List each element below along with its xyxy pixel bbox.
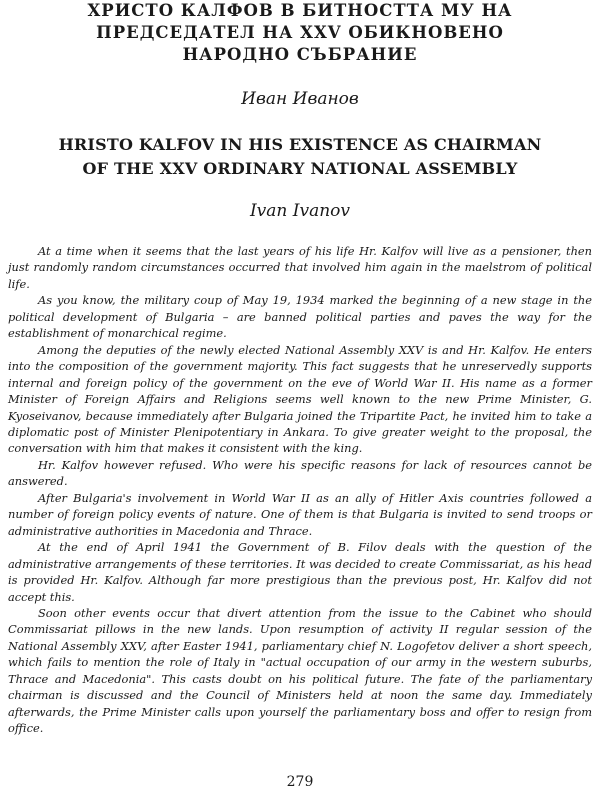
title-english-line: HRISTO KALFOV IN HIS EXISTENCE AS CHAIRMAN bbox=[58, 135, 542, 154]
paragraph: As you know, the military coup of May 19, 1934 marked the beginning of a new stage in the political development of Bulgaria – are banned political parties and paves the way for the establishment of monarchical regime. bbox=[8, 293, 592, 341]
title-bulgarian-line: ПРЕДСЕДАТЕЛ НА XXV ОБИКНОВЕНО bbox=[96, 23, 504, 42]
page-number: 279 bbox=[286, 774, 314, 790]
author-english: Ivan Ivanov bbox=[249, 201, 351, 221]
paragraph: After Bulgaria's involvement in World War II as an ally of Hitler Axis countries followed a number of foreign policy events of nature. One of them is that Bulgaria is invited to send troops or administrative authorities in Macedonia and Thrace. bbox=[8, 490, 592, 538]
paragraph: Among the deputies of the newly elected National Assembly XXV is and Hr. Kalfov. He enters into the composition of the government majority. This fact suggests that he unreservedly supports internal and foreign policy of the government on the eve of World War II. His name as a former Minister of Foreign Affairs and Religions seems well known to the new Prime Minister, G. Kyoseivanov, because immediately after Bulgaria joined the Tripartite Pact, he invited him to take a diplomatic post of Minister Plenipotentiary in Ankara. To give greater weight to the proposal, the conversation with him that makes it consistent with the king. bbox=[8, 342, 592, 456]
paragraph: Hr. Kalfov however refused. Who were his specific reasons for lack of resources cannot be answered. bbox=[8, 457, 592, 489]
title-english-line: OF THE XXV ORDINARY NATIONAL ASSEMBLY bbox=[82, 159, 518, 178]
title-english bbox=[0, 133, 600, 181]
title-bulgarian-line: ХРИСТО КАЛФОВ В БИТНОСТТА МУ НА bbox=[87, 1, 513, 20]
author-bulgarian: Иван Иванов bbox=[241, 89, 359, 109]
paragraph: At a time when it seems that the last years of his life Hr. Kalfov will live as a pensioner, then just randomly random circumstances occurred that involved him again in the maelstrom of political life. bbox=[8, 244, 592, 291]
title-bulgarian-line: НАРОДНО СЪБРАНИЕ bbox=[182, 45, 418, 64]
paragraph: Soon other events occur that divert attention from the issue to the Cabinet who should Commissariat pillows in the new lands. Upon resumption of activity II regular session of the National Assembly XXV, after Easter 1941, parliamentary chief N. Logofetov deliver a short speech, which fails to mention the role of Italy in "actual occupation of our army in the western suburbs, Thrace and Macedonia". This casts doubt on his political future. The fate of the parliamentary chairman is discussed and the Council of Ministers held at noon the same day. Immediately afterwards, the Prime Minister calls upon yourself the parliamentary boss and offer to resign from office. bbox=[8, 605, 592, 736]
paragraph: At the end of April 1941 the Government of B. Filov deals with the question of the administrative arrangements of these territories. It was decided to create Commissariat, as his head is provided Hr. Kalfov. Although far more prestigious than the previous post, Hr. Kalfov did not accept this. bbox=[8, 540, 592, 604]
title-bulgarian bbox=[0, 0, 600, 66]
abstract-body bbox=[8, 243, 592, 737]
